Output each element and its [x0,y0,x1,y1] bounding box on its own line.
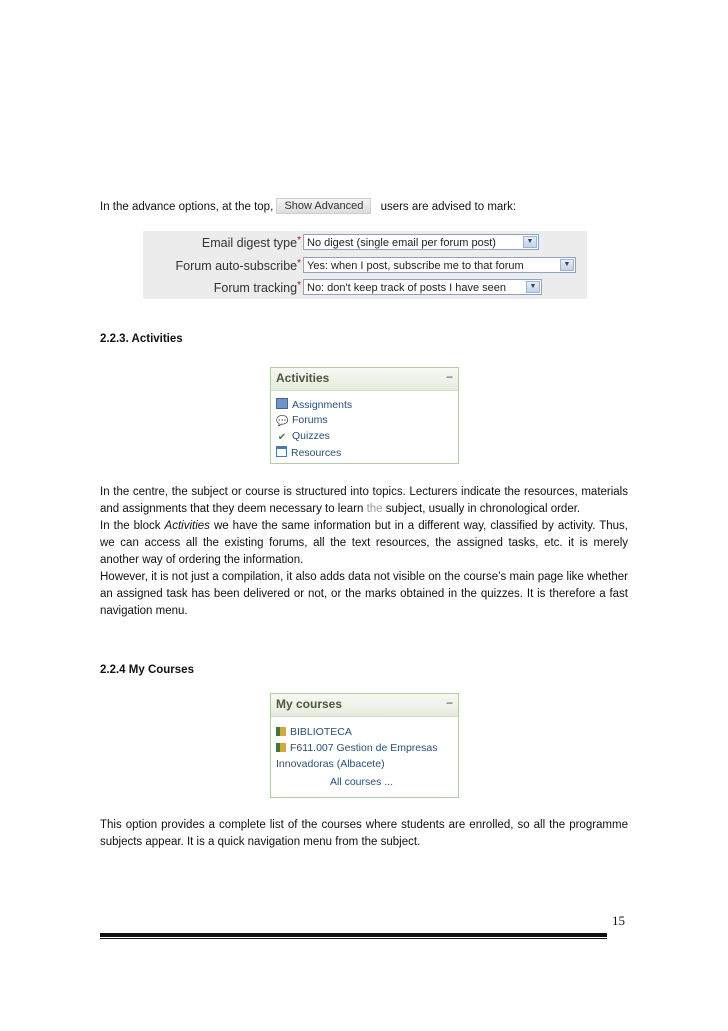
intro-text-after: users are advised to mark: [380,201,517,213]
paragraph: In the block Activities we have the same information but in a different way, classified by activity. Thus, we can access all the existing forums, all the text resources, the assigned tasks, etc. it is merely another way of ordering the information. [100,520,628,566]
forum-tracking-select[interactable] [303,279,542,295]
paragraph: However, it is not just a compilation, it also adds data not visible on the course’s main page like whether an assigned task has been delivered or not, or the marks obtained in the quizzes. It is therefore a fast navigation menu. [100,571,628,617]
chevron-down-icon[interactable]: ▼ [526,281,540,293]
course-item[interactable]: BIBLIOTECA [276,726,352,738]
page-number: 15 [612,913,625,928]
minimize-icon[interactable]: − [445,696,453,710]
setting-label: Forum auto-subscribe* [175,258,301,273]
setting-row-auto-subscribe [143,256,587,276]
select-value: No digest (single email per forum post) [307,237,496,249]
course-book-icon [276,727,286,736]
activity-item-forums[interactable]: 💬 Forums [276,414,328,427]
minimize-icon[interactable]: − [445,370,453,384]
required-star: * [297,258,301,269]
block-title: My courses [276,697,343,711]
required-star: * [297,235,301,246]
activity-item-quizzes[interactable]: ✔ Quizzes [277,430,330,443]
course-item-continuation[interactable]: Innovadoras (Albacete) [276,758,385,770]
footer-rule-thin [100,938,607,939]
quiz-checkmark-icon: ✔ [277,432,287,443]
activities-description [100,484,628,620]
course-item[interactable]: F611.007 Gestion de Empresas [276,742,437,754]
section-heading-activities: 2.2.3. Activities [100,333,183,345]
auto-subscribe-select[interactable] [303,257,576,273]
block-title: Activities [276,371,330,385]
paragraph: In the centre, the subject or course is structured into topics. Lecturers indicate the resources, materials and assignments that they deem necessary to learn the subject, usually in chronological order. [100,486,628,515]
activities-block [270,367,459,464]
resource-icon [276,446,287,457]
setting-label: Email digest type* [201,235,301,250]
block-header [271,694,458,717]
my-courses-block [270,693,459,798]
course-book-icon [276,743,286,752]
chevron-down-icon[interactable]: ▼ [560,259,574,271]
activity-item-assignments[interactable]: Assignments [276,398,352,411]
intro-line [100,198,700,216]
required-star: * [297,280,301,291]
setting-label: Forum tracking* [213,280,301,295]
forum-icon: 💬 [276,416,289,427]
activity-item-resources[interactable]: Resources [276,446,341,459]
setting-row-email-digest [143,233,587,253]
intro-text-before: In the advance options, at the top, [100,201,274,213]
footer-rule [100,933,607,937]
chevron-down-icon[interactable]: ▼ [523,236,537,248]
select-value: Yes: when I post, subscribe me to that forum [307,260,524,272]
all-courses-link[interactable]: All courses ... [330,776,394,788]
section-heading-my-courses: 2.2.4 My Courses [100,664,194,676]
select-value: No: don't keep track of posts I have seen [307,282,506,294]
my-courses-description: This option provides a complete list of the courses where students are enrolled, so all the programme subjects appear. It is a quick navigation menu from the subject. [100,819,628,848]
show-advanced-button[interactable]: Show Advanced [276,198,371,214]
assignment-icon [276,398,288,409]
setting-row-forum-tracking [143,278,587,298]
forum-settings-panel [143,231,587,299]
block-header [271,368,458,391]
email-digest-select[interactable] [303,234,539,250]
